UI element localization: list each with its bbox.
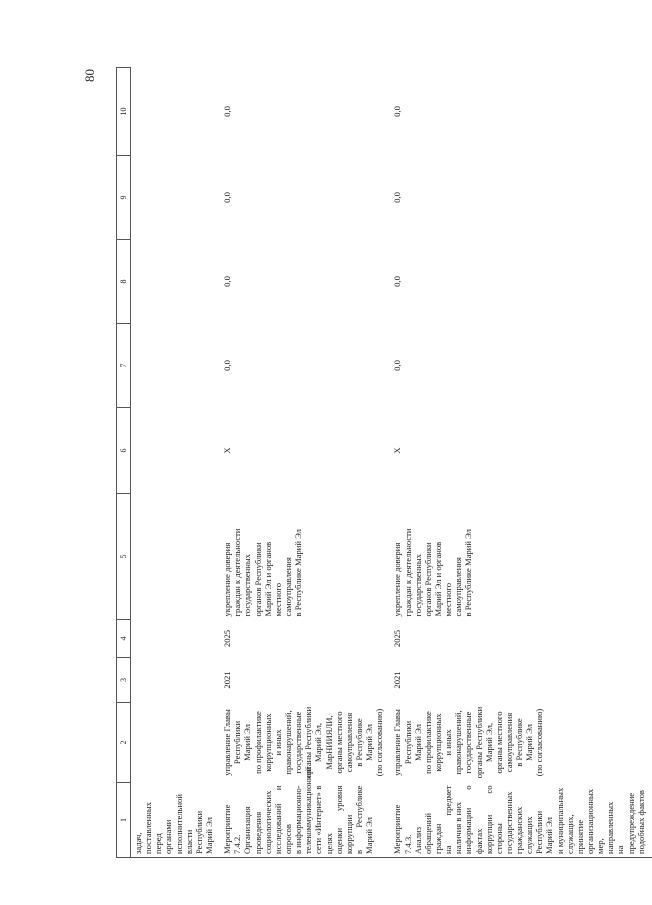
header-col-9: 9 [117, 156, 131, 240]
end-year: 2025 [392, 629, 403, 648]
header-row [117, 68, 131, 858]
page-number: 80 [82, 69, 97, 82]
header-col-3: 3 [117, 658, 131, 703]
cell-col-6: Х [392, 447, 403, 454]
header-col-8: 8 [117, 240, 131, 324]
measures-table [116, 67, 652, 858]
table-row [390, 68, 652, 858]
continuation-text: задач, поставленных перед органами исполнительной власти Республики Марий Эл [133, 794, 214, 854]
header-col-5: 5 [117, 494, 131, 620]
end-year: 2025 [222, 629, 233, 648]
cell-col-9: 0,0 [392, 192, 403, 203]
continuation-row [131, 68, 221, 858]
header-col-2: 2 [117, 703, 131, 783]
cell-col-8: 0,0 [392, 276, 403, 287]
measure-name: Мероприятие 7.4.2. Организация проведения социологических исследований и опросов в информационно- телекоммуникационной сети «Интернет» в целях оценки уровня коррупции в Республике Марий Эл [222, 766, 375, 854]
cell-col-10: 0,0 [222, 106, 233, 117]
header-col-4: 4 [117, 620, 131, 658]
header-col-7: 7 [117, 324, 131, 408]
table-row [220, 68, 390, 858]
cell-col-8: 0,0 [222, 276, 233, 287]
expected-result: укрепление доверия граждан к деятельности государственных органов Республики Марий Эл и органов местного самоуправления в Республике Марий Эл [392, 528, 474, 617]
start-year: 2021 [222, 671, 233, 689]
measure-name: Мероприятие 7.4.3. Анализ обращений граждан на предмет наличия в них информации о фактах коррупции со стороны государственных гражданских служащих Республики Марий Эл и муниципальных служащих, принятие организационных мер, направленных на предупреждение подобных фактов [392, 785, 646, 854]
cell-col-9: 0,0 [222, 192, 233, 203]
start-year: 2021 [392, 671, 403, 689]
header-col-6: 6 [117, 408, 131, 494]
responsible-executors: управление Главы Республики Марий Эл по профилактике коррупционных и иных правонарушений, государственные органы Республики Марий Эл, МарНИИЯЛИ, органы местного самоуправления в Республике Марий Эл (по согласованию) [222, 706, 385, 779]
header-col-1: 1 [117, 783, 131, 858]
header-col-10: 10 [117, 68, 131, 156]
cell-col-10: 0,0 [392, 106, 403, 117]
cell-col-6: Х [222, 447, 233, 454]
expected-result: укрепление доверия граждан к деятельности государственных органов Республики Марий Эл и органов местного самоуправления в Республике Марий Эл [222, 528, 304, 617]
responsible-executors: управление Главы Республики Марий Эл по профилактике коррупционных и иных правонарушений, государственные органы Республики Марий Эл, органы местного самоуправления в Республике Марий Эл (по согласованию) [392, 706, 545, 779]
cell-col-7: 0,0 [392, 360, 403, 371]
cell-col-7: 0,0 [222, 360, 233, 371]
